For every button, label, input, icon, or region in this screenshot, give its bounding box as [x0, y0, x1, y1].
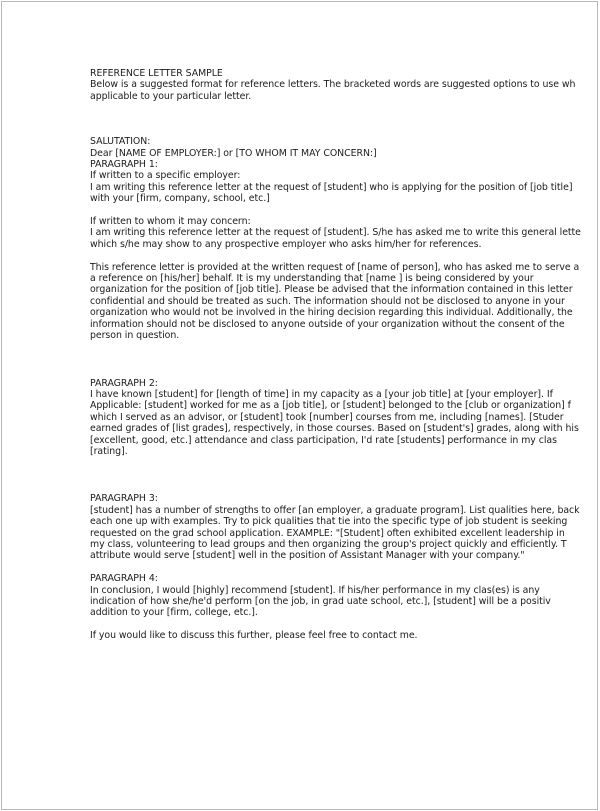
paragraph-2-heading: PARAGRAPH 2: [90, 377, 158, 389]
text-line: confidential and should be treated as such. The information should not be disclosed to anyone in your [90, 295, 565, 307]
text-line: each one up with examples. Try to pick qualities that tie into the specific type of job student is seeking [90, 516, 568, 528]
text-line: attribute would serve [student] well in the position of Assistant Manager with your company." [90, 550, 525, 562]
text-line: In conclusion, I would [highly] recommend [student]. If his/her performance in my clas(es) is any [90, 584, 540, 596]
text-line: requested on the grad school application. EXAMPLE: "[Student] often exhibited excellent leadership in [90, 527, 565, 539]
paragraph-4-body [90, 585, 598, 619]
text-line: I have known [student] for [length of time] in my capacity as a [your job title] at [your employer]. If [90, 388, 553, 400]
text-line: I am writing this reference letter at the request of [student] who is applying for the position of [job title] [90, 181, 573, 193]
text-line: with your [firm, company, school, etc.] [90, 193, 270, 205]
dear-line: Dear [NAME OF EMPLOYER:] or [TO WHOM IT MAY CONCERN:] [90, 147, 377, 159]
specific-employer-label: If written to a specific employer: [90, 170, 241, 182]
text-line: earned grades of [list grades], respectively, in those courses. Based on [student's] grades, along with his [90, 423, 579, 435]
text-line: a reference on [his/her] behalf. It is my understanding that [name ] is being considered by your [90, 273, 534, 285]
text-line: [excellent, good, etc.] attendance and class participation, I'd rate [students] performance in my clas [90, 434, 557, 446]
text-line: [student] has a number of strengths to offer [an employer, a graduate program]. List qualities here, back [90, 504, 580, 516]
document-page [1, 1, 598, 810]
document-title: REFERENCE LETTER SAMPLE [90, 68, 223, 79]
text-line: addition to your [firm, college, etc.]. [90, 607, 258, 619]
confidentiality-block [90, 262, 598, 342]
paragraph-3-heading: PARAGRAPH 3: [90, 493, 158, 505]
intro-line: Below is a suggested format for reference letters. The bracketed words are suggested options to use wh [90, 79, 576, 91]
text-line: organization who would not be involved in the hiring decision regarding this individual. Additionally, the [90, 307, 573, 319]
paragraph-2-body [90, 389, 598, 457]
salutation-heading: SALUTATION: [90, 136, 151, 148]
whom-it-may-concern-block [90, 216, 598, 250]
text-line: indication of how she/he'd perform [on the job, in grad uate school, etc.], [student] will be a positiv [90, 595, 551, 607]
text-line: Applicable: [student] worked for me as a [job title], or [student] belonged to the [club or organization] f [90, 400, 571, 412]
text-line: organization for the position of [job title]. Please be advised that the information contained in this letter [90, 284, 573, 296]
intro-block [90, 79, 598, 102]
specific-employer-block [90, 170, 598, 204]
text-line: I am writing this reference letter at the request of [student]. S/he has asked me to write this general lette [90, 227, 581, 239]
whom-label: If written to whom it may concern: [90, 216, 251, 228]
paragraph-1-heading: PARAGRAPH 1: [90, 159, 158, 171]
text-line: which s/he may show to any prospective employer who asks him/her for references. [90, 238, 482, 250]
paragraph-4-heading: PARAGRAPH 4: [90, 573, 158, 585]
letter-body [90, 68, 598, 642]
text-line: This reference letter is provided at the written request of [name of person], who has asked me to serve a [90, 261, 580, 273]
text-line: my class, volunteering to lead groups and then organizing the group's project quickly and efficiently. T [90, 538, 567, 550]
closing-line: If you would like to discuss this further, please feel free to contact me. [90, 630, 418, 642]
paragraph-3-body [90, 505, 598, 562]
text-line: which I served as an advisor, or [student] took [number] courses from me, including [names]. [Studer [90, 411, 564, 423]
intro-line: applicable to your particular letter. [90, 90, 252, 102]
text-line: information should not be disclosed to anyone outside of your organization without the consent of the [90, 318, 565, 330]
text-line: person in question. [90, 330, 180, 342]
text-line: [rating]. [90, 445, 128, 457]
